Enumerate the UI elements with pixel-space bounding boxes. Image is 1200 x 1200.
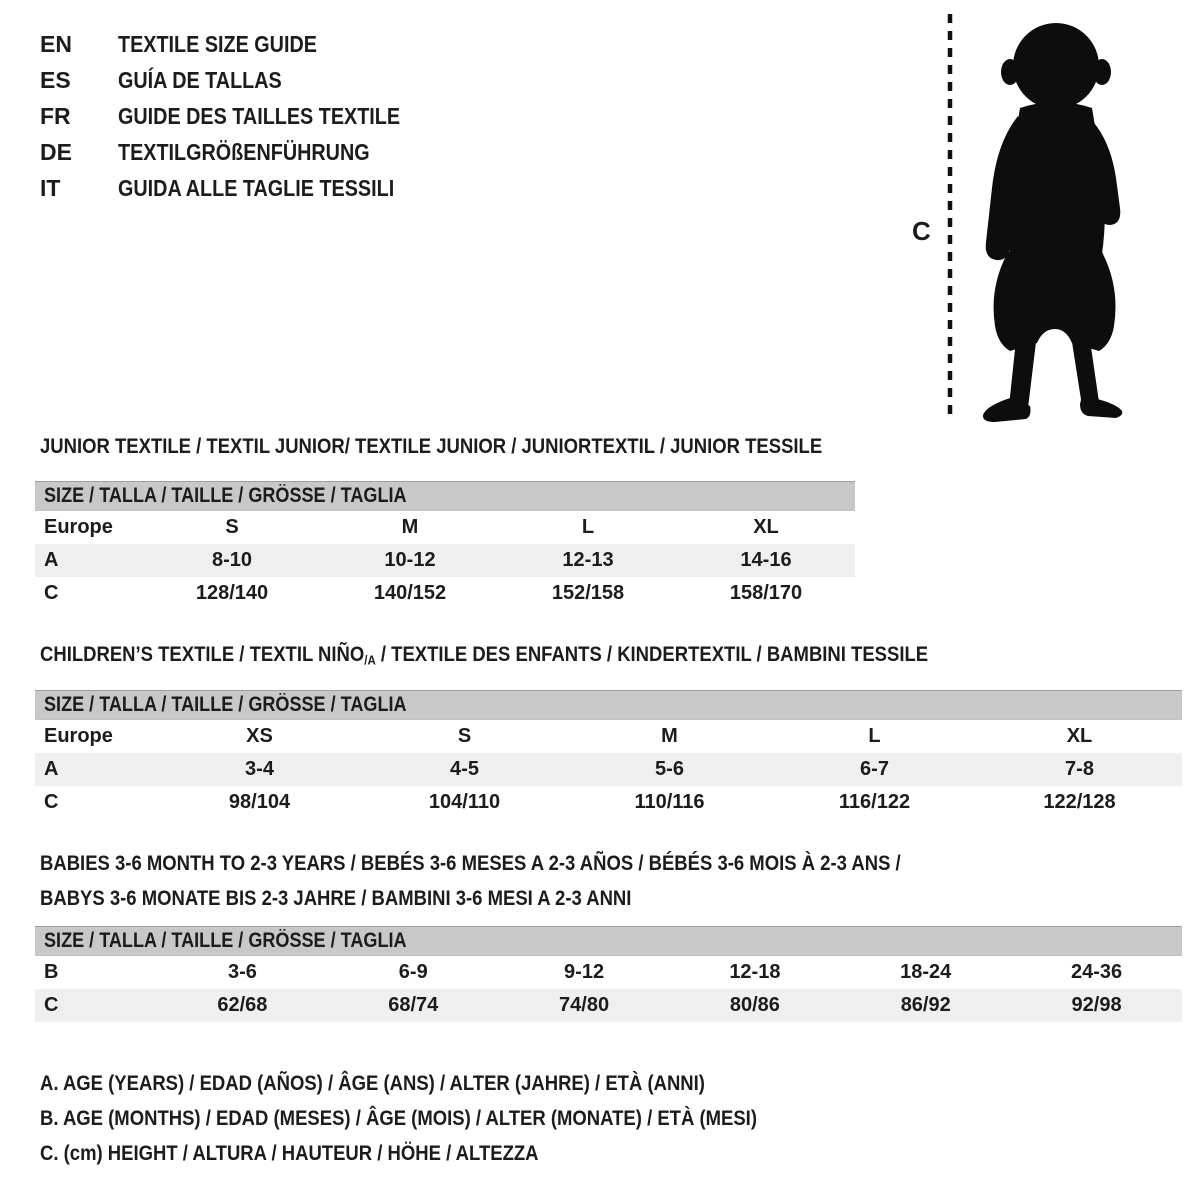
junior-size-table <box>35 481 855 610</box>
size-header-label: SIZE / TALLA / TAILLE / GRÖSSE / TAGLIA <box>44 929 407 952</box>
language-code: FR <box>40 102 71 129</box>
row-label: A <box>44 758 59 780</box>
table-cell: 122/128 <box>1043 791 1116 813</box>
footnote-b-text: B. AGE (MONTHS) / EDAD (MESES) / ÂGE (MOIS) / ALTER (MONATE) / ETÀ (MESI) <box>40 1106 757 1130</box>
junior-row-age <box>35 544 855 577</box>
table-cell: M <box>661 725 678 747</box>
language-title: GUÍA DE TALLAS <box>118 66 282 93</box>
toddler-silhouette <box>964 10 1144 422</box>
babies-row-months <box>35 956 1182 989</box>
table-cell: 152/158 <box>551 582 625 604</box>
row-label: C <box>44 994 59 1016</box>
silhouette-foot-right <box>1080 396 1122 418</box>
size-header-label: SIZE / TALLA / TAILLE / GRÖSSE / TAGLIA <box>44 693 407 716</box>
language-row-de <box>40 134 446 170</box>
language-row-es <box>40 62 446 98</box>
table-cell: 86/92 <box>900 994 951 1016</box>
silhouette-ear-left <box>1001 59 1019 85</box>
table-cell: 62/68 <box>217 994 268 1016</box>
children-heading-post: / TEXTILE DES ENFANTS / KINDERTEXTIL / BAMBINI TESSILE <box>375 642 929 666</box>
language-title-list <box>40 26 446 206</box>
table-cell: 3-6 <box>227 961 257 983</box>
babies-heading-line2 <box>40 881 1041 916</box>
babies-section-heading <box>40 846 1041 916</box>
junior-section-heading <box>40 434 950 459</box>
babies-heading-line1-text: BABIES 3-6 MONTH TO 2-3 YEARS / BEBÉS 3-6 MESES A 2-3 AÑOS / BÉBÉS 3-6 MOIS À 2-3 ANS / <box>40 851 901 875</box>
junior-section-heading-text: JUNIOR TEXTILE / TEXTIL JUNIOR/ TEXTILE JUNIOR / JUNIORTEXTIL / JUNIOR TESSILE <box>40 434 823 458</box>
table-cell: 24-36 <box>1070 961 1123 983</box>
junior-row-europe <box>35 511 855 544</box>
table-cell: XL <box>1066 725 1093 747</box>
table-cell: 104/110 <box>428 791 501 813</box>
table-cell: S <box>225 516 239 538</box>
language-row-it <box>40 170 446 206</box>
table-cell: 7-8 <box>1065 758 1094 780</box>
table-cell: 5-6 <box>655 758 684 780</box>
table-cell: 158/170 <box>729 582 803 604</box>
row-label: Europe <box>44 516 113 538</box>
language-code: DE <box>40 138 72 165</box>
language-title: GUIDA ALLE TAGLIE TESSILI <box>118 174 395 201</box>
language-code: EN <box>40 30 72 57</box>
table-cell: 98/104 <box>228 791 291 813</box>
table-cell: M <box>401 516 419 538</box>
babies-heading-line1 <box>40 846 1041 881</box>
footnote-a-text: A. AGE (YEARS) / EDAD (AÑOS) / ÂGE (ANS) / ALTER (JAHRE) / ETÀ (ANNI) <box>40 1071 705 1095</box>
junior-row-height <box>35 577 855 610</box>
junior-size-table-header <box>35 481 855 511</box>
height-measure-dashed-line <box>946 14 954 418</box>
table-cell: 116/122 <box>838 791 911 813</box>
row-label: A <box>44 549 59 571</box>
table-cell: 3-4 <box>245 758 274 780</box>
silhouette-head <box>1013 23 1099 109</box>
footnote-b <box>40 1101 874 1136</box>
table-cell: L <box>868 725 881 747</box>
language-title: GUIDE DES TAILLES TEXTILE <box>118 102 401 129</box>
table-cell: 128/140 <box>195 582 269 604</box>
height-measure-label: C <box>912 216 931 246</box>
row-label: C <box>44 582 59 604</box>
row-label: Europe <box>44 725 113 747</box>
table-cell: 80/86 <box>729 994 780 1016</box>
silhouette-ear-right <box>1093 59 1111 85</box>
children-heading-sub: /A <box>364 652 376 668</box>
children-size-table-header <box>35 690 1182 720</box>
language-code: ES <box>40 66 71 93</box>
table-cell: 92/98 <box>1071 994 1122 1016</box>
footnote-c-text: C. (cm) HEIGHT / ALTURA / HAUTEUR / HÖHE / ALTEZZA <box>40 1141 539 1165</box>
row-label: C <box>44 791 59 813</box>
table-cell: 8-10 <box>211 549 253 571</box>
table-cell: S <box>457 725 472 747</box>
children-row-europe <box>35 720 1182 753</box>
table-cell: 9-12 <box>564 961 605 983</box>
table-cell: L <box>581 516 595 538</box>
table-cell: 140/152 <box>373 582 447 604</box>
table-cell: 14-16 <box>740 549 792 571</box>
language-row-fr <box>40 98 446 134</box>
table-cell: 4-5 <box>450 758 479 780</box>
table-cell: 68/74 <box>388 994 439 1016</box>
table-cell: 6-7 <box>860 758 889 780</box>
footnote-c <box>40 1136 874 1171</box>
table-cell: 12-13 <box>562 549 614 571</box>
children-section-heading-text <box>40 642 928 667</box>
language-code: IT <box>40 174 61 201</box>
babies-size-table-header <box>35 926 1182 956</box>
babies-heading-line2-text: BABYS 3-6 MONATE BIS 2-3 JAHRE / BAMBINI 3-6 MESI A 2-3 ANNI <box>40 886 632 910</box>
babies-size-table <box>35 926 1182 1022</box>
children-section-heading <box>40 642 1073 667</box>
table-cell: 18-24 <box>900 961 952 983</box>
table-cell: XS <box>246 725 273 747</box>
language-title: TEXTILE SIZE GUIDE <box>118 30 317 57</box>
table-cell: 110/116 <box>634 791 705 813</box>
table-cell: 12-18 <box>729 961 781 983</box>
children-heading-pre: CHILDREN’S TEXTILE / TEXTIL NIÑO <box>40 642 365 666</box>
footnote-a <box>40 1066 874 1101</box>
children-size-table <box>35 690 1182 819</box>
children-row-age <box>35 753 1182 786</box>
table-cell: XL <box>753 516 779 538</box>
row-label: B <box>44 961 59 983</box>
babies-row-height <box>35 989 1182 1022</box>
table-cell: 74/80 <box>559 994 610 1016</box>
silhouette-shorts <box>994 247 1116 351</box>
footnotes <box>40 1066 874 1171</box>
language-title: TEXTILGRÖßENFÜHRUNG <box>118 138 370 165</box>
size-header-label: SIZE / TALLA / TAILLE / GRÖSSE / TAGLIA <box>44 484 407 507</box>
children-row-height <box>35 786 1182 819</box>
table-cell: 10-12 <box>384 549 436 571</box>
language-row-en <box>40 26 446 62</box>
table-cell: 6-9 <box>398 961 428 983</box>
